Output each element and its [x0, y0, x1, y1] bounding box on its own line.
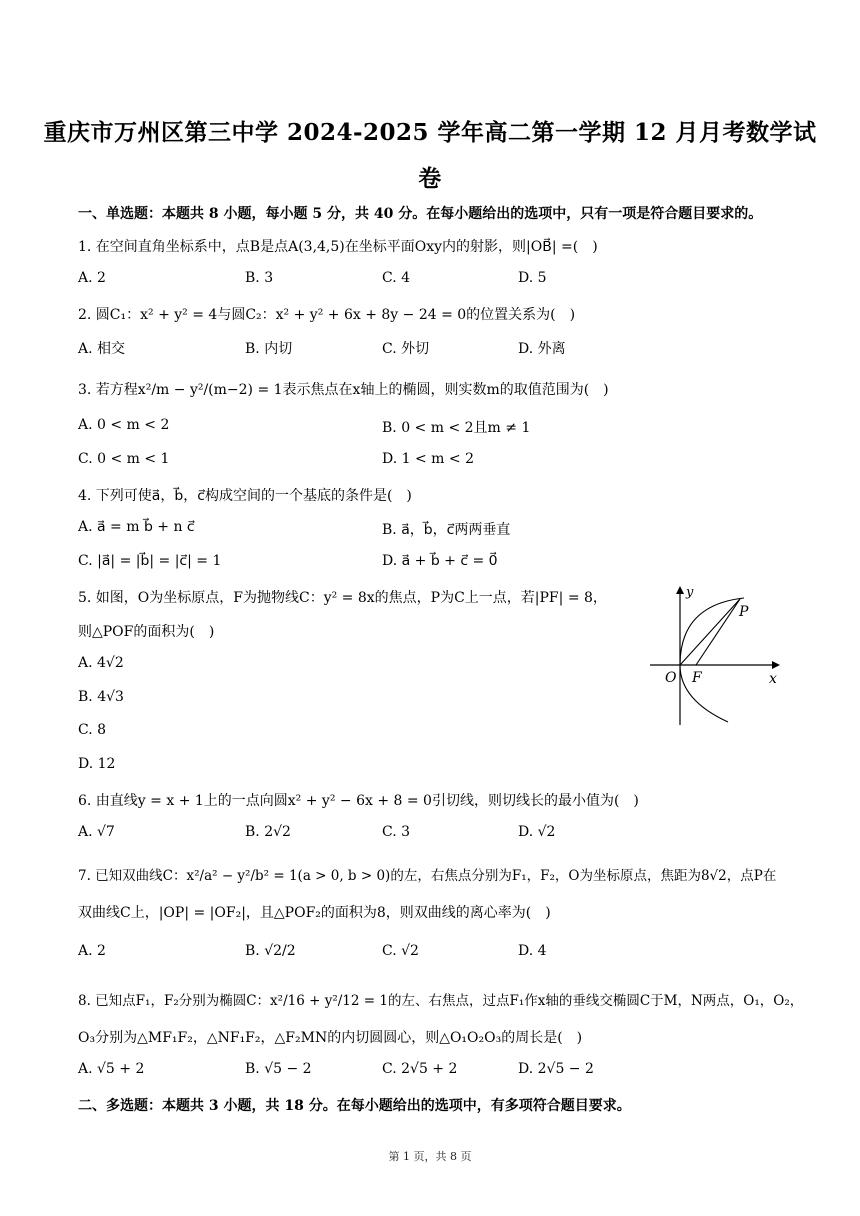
q6-option-c: C. 3: [382, 824, 411, 840]
q6-stem: 6. 由直线y = x + 1上的一点向圆x² + y² − 6x + 8 = 0引切线，则切线长的最小值为( ): [78, 793, 639, 809]
q4-option-b: B. a⃗，b⃗，c⃗两两垂直: [382, 522, 511, 538]
parabola-curve: [680, 598, 744, 722]
q7-stem-line2: 双曲线C上，|OP| = |OF₂|，且△POF₂的面积为8，则双曲线的离心率为( ): [78, 905, 551, 921]
segment-op: [680, 599, 740, 665]
page-footer: 第 1 页，共 8 页: [388, 1150, 472, 1163]
figure-label-o: O: [665, 670, 677, 686]
q2-option-a: A. 相交: [78, 341, 126, 357]
q8-stem-line2: O₃分别为△MF₁F₂，△NF₁F₂，△F₂MN的内切圆圆心，则△O₁O₂O₃的周长是( ): [78, 1030, 583, 1046]
figure-label-y: y: [686, 585, 694, 600]
q5-option-b: B. 4√3: [78, 689, 124, 705]
q7-option-b: B. √2/2: [245, 943, 296, 959]
q7-option-a: A. 2: [78, 943, 106, 959]
q5-option-c: C. 8: [78, 722, 107, 738]
y-axis-arrow: [676, 586, 684, 594]
exam-title-line2: 卷: [418, 165, 442, 192]
segment-fp: [696, 599, 740, 665]
q7-option-d: D. 4: [518, 943, 547, 959]
q8-option-c: C. 2√5 + 2: [382, 1061, 458, 1077]
q4-option-c: C. |a⃗| = |b⃗| = |c⃗| = 1: [78, 553, 222, 569]
q8-stem-line1: 8. 已知点F₁，F₂分别为椭圆C：x²/16 + y²/12 = 1的左、右焦点，过点F₁作x轴的垂线交椭圆C于M，N两点，O₁，O₂，: [78, 993, 804, 1009]
q3-option-d: D. 1 < m < 2: [382, 451, 474, 467]
q4-stem: 4. 下列可使a⃗，b⃗，c⃗构成空间的一个基底的条件是( ): [78, 488, 412, 504]
parabola-figure: [640, 580, 790, 730]
q1-option-d: D. 5: [518, 270, 547, 286]
q4-option-a: A. a⃗ = m b⃗ + n c⃗: [78, 519, 195, 535]
section2-heading: 二、多选题：本题共 3 小题，共 18 分。在每小题给出的选项中，有多项符合题目要求。: [78, 1098, 631, 1114]
q4-option-d: D. a⃗ + b⃗ + c⃗ = 0⃗: [382, 553, 498, 569]
q3-option-b: B. 0 < m < 2且m ≠ 1: [382, 420, 531, 436]
figure-label-f: F: [692, 670, 702, 686]
q6-option-b: B. 2√2: [245, 824, 291, 840]
q5-option-a: A. 4√2: [78, 655, 124, 671]
q3-stem: 3. 若方程x²/m − y²/(m−2) = 1表示焦点在x轴上的椭圆，则实数m的取值范围为( ): [78, 382, 609, 398]
q3-option-a: A. 0 < m < 2: [78, 417, 170, 433]
q2-option-b: B. 内切: [245, 341, 293, 357]
q5-stem-line1: 5. 如图，O为坐标原点，F为抛物线C：y² = 8x的焦点，P为C上一点，若|PF| = 8，: [78, 590, 607, 606]
x-axis-arrow: [772, 661, 780, 669]
q1-option-b: B. 3: [245, 270, 274, 286]
q6-option-a: A. √7: [78, 824, 115, 840]
q8-option-d: D. 2√5 − 2: [518, 1061, 594, 1077]
figure-label-p: P: [739, 604, 749, 620]
exam-title-line1: 重庆市万州区第三中学 2024-2025 学年高二第一学期 12 月月考数学试: [43, 119, 817, 146]
figure-label-x: x: [769, 671, 777, 687]
q6-option-d: D. √2: [518, 824, 556, 840]
section1-heading: 一、单选题：本题共 8 小题，每小题 5 分，共 40 分。在每小题给出的选项中，只有一项是符合题目要求的。: [78, 206, 763, 222]
q5-option-d: D. 12: [78, 756, 116, 772]
q7-stem-line1: 7. 已知双曲线C：x²/a² − y²/b² = 1(a > 0, b > 0)的左，右焦点分别为F₁，F₂，O为坐标原点，焦距为8√2，点P在: [78, 868, 777, 884]
q1-stem: 1. 在空间直角坐标系中，点B是点A(3,4,5)在坐标平面Oxy内的射影，则|OB⃗| =( ): [78, 239, 598, 255]
q8-option-b: B. √5 − 2: [245, 1061, 312, 1077]
q7-option-c: C. √2: [382, 943, 419, 959]
q2-stem: 2. 圆C₁：x² + y² = 4与圆C₂：x² + y² + 6x + 8y − 24 = 0的位置关系为( ): [78, 307, 576, 323]
q1-option-a: A. 2: [78, 270, 106, 286]
q3-option-c: C. 0 < m < 1: [78, 451, 170, 467]
q8-option-a: A. √5 + 2: [78, 1061, 145, 1077]
q1-option-c: C. 4: [382, 270, 411, 286]
q2-option-c: C. 外切: [382, 341, 430, 357]
q5-stem-line2: 则△POF的面积为( ): [78, 624, 215, 640]
q2-option-d: D. 外离: [518, 341, 566, 357]
